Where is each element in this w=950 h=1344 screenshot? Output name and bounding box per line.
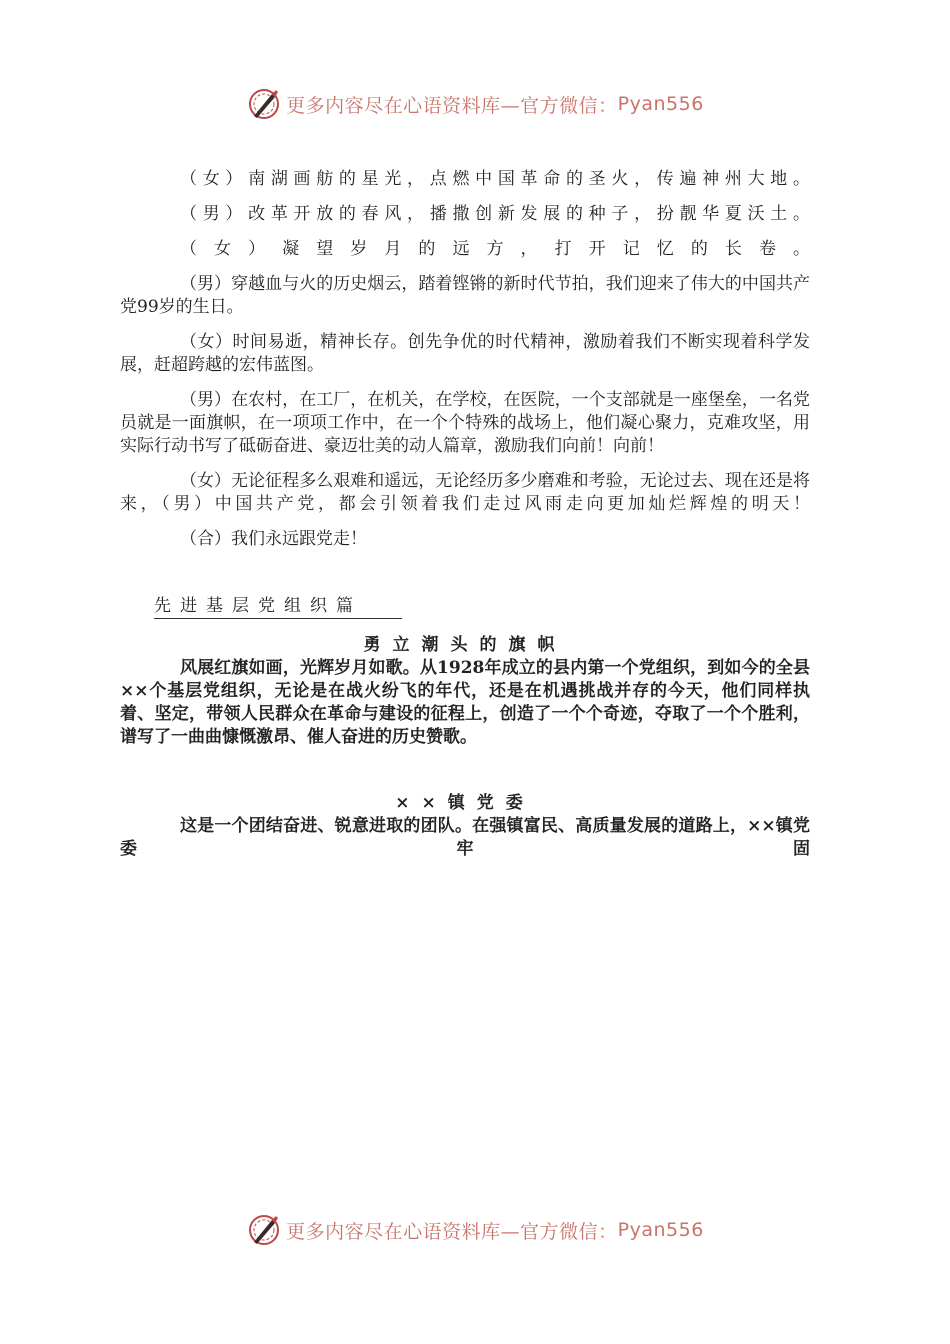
banner-brand: Pyan556 bbox=[617, 93, 704, 115]
footer-watermark-banner bbox=[0, 1210, 950, 1250]
pen-circle-logo-icon bbox=[246, 86, 282, 122]
headline: 勇立潮头的旗帜 bbox=[363, 635, 567, 655]
paragraph-4: （男）穿越血与火的历史烟云，踏着铿锵的新时代节拍，我们迎来了伟大的中国共产党99岁的生日。 bbox=[120, 274, 810, 317]
document-body bbox=[120, 168, 810, 861]
paragraph-3: （女）凝望岁月的远方，打开记忆的长卷。 bbox=[180, 239, 810, 259]
section-title: 先进基层党组织篇 bbox=[154, 595, 402, 619]
pen-circle-logo-icon bbox=[246, 1212, 282, 1248]
town-title: ××镇党委 bbox=[395, 793, 535, 813]
banner-text: 更多内容尽在心语资料库—官方微信： bbox=[286, 94, 618, 117]
paragraph-1: （女）南湖画舫的星光，点燃中国革命的圣火，传遍神州大地。 bbox=[180, 169, 810, 189]
headline-paragraph: 风展红旗如画，光辉岁月如歌。从1928年成立的县内第一个党组织，到如今的全县××个基层党组织，无论是在战火纷飞的年代，还是在机遇挑战并存的今天，他们同样执着、坚定，带领人民群众在革命与建设的征程上，创造了一个个奇迹，夺取了一个个胜利，谱写了一曲曲慷慨激昂、催人奋进的历史赞歌。 bbox=[120, 658, 810, 747]
paragraph-5: （女）时间易逝，精神长存。创先争优的时代精神，激励着我们不断实现着科学发展，赶超跨越的宏伟蓝图。 bbox=[120, 332, 810, 375]
paragraph-6: （男）在农村，在工厂，在机关，在学校，在医院，一个支部就是一座堡垒，一名党员就是一面旗帜，在一项项工作中，在一个个特殊的战场上，他们凝心聚力，克难攻坚，用实际行动书写了砥砺奋进、豪迈壮美的动人篇章，激励我们向前！向前！ bbox=[120, 390, 810, 456]
paragraph-2: （男）改革开放的春风，播撒创新发展的种子，扮靓华夏沃土。 bbox=[180, 204, 810, 224]
paragraph-7: （女）无论征程多么艰难和遥远，无论经历多少磨难和考验，无论过去、现在还是将来，（男）中国共产党，都会引领着我们走过风雨走向更加灿烂辉煌的明天！ bbox=[120, 471, 810, 514]
header-watermark-banner bbox=[0, 84, 950, 124]
banner-text: 更多内容尽在心语资料库—官方微信： bbox=[286, 1220, 618, 1243]
town-paragraph: 这是一个团结奋进、锐意进取的团队。在强镇富民、高质量发展的道路上，××镇党委牢固 bbox=[120, 816, 810, 859]
paragraph-8: （合）我们永远跟党走！ bbox=[180, 529, 367, 549]
banner-brand: Pyan556 bbox=[617, 1219, 704, 1241]
